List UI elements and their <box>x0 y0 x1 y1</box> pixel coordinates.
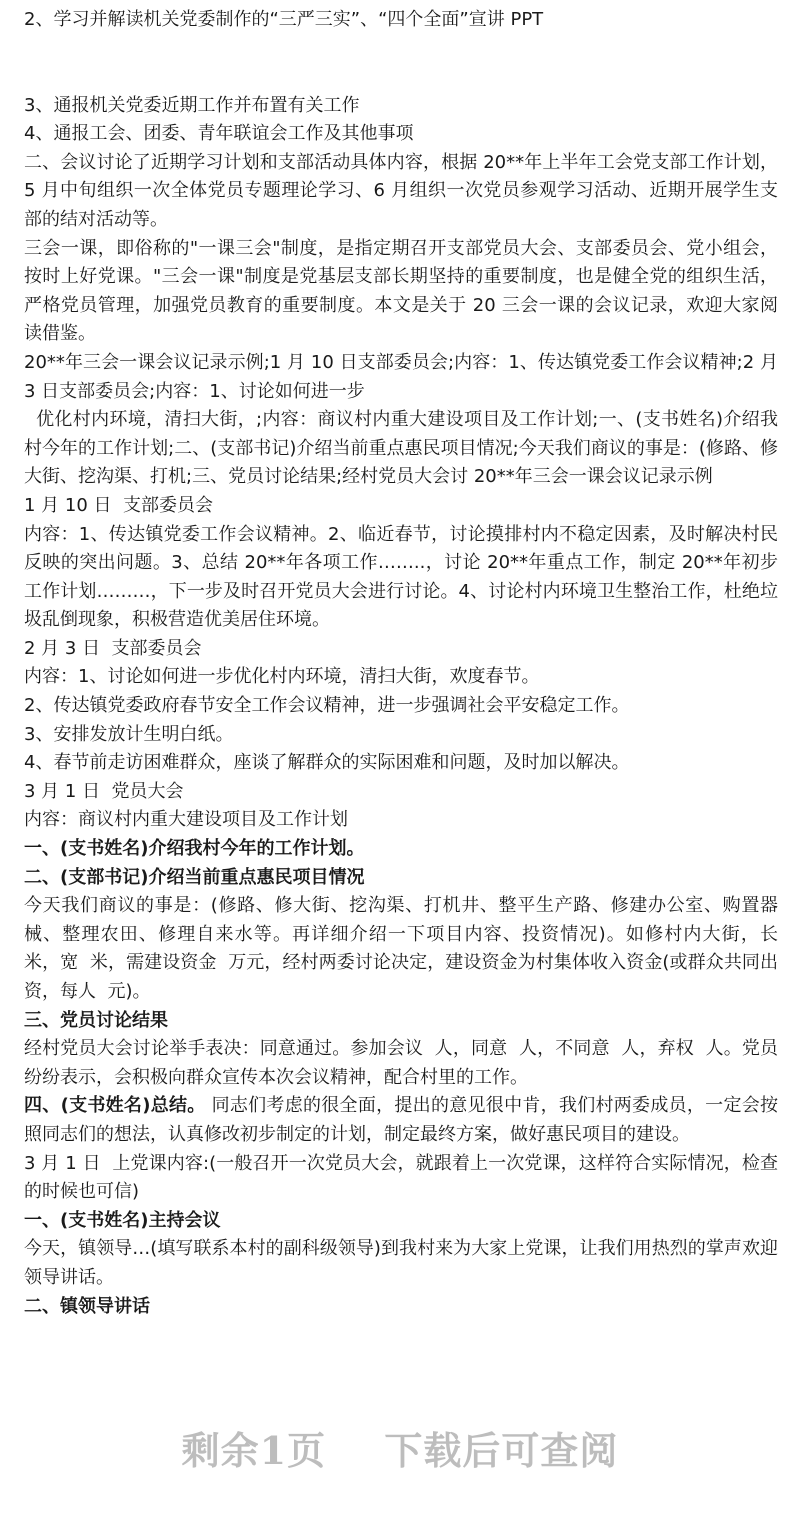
paragraph: 内容：商议村内重大建设项目及工作计划 <box>24 809 348 831</box>
paragraph: 今天我们商议的事是：(修路、修大街、挖沟渠、打机井、整平生产路、修建办公室、购置器械、整理农田、修理自来水等。再详细介绍一下项目内容、投资情况)。如修村内大街，长 米，宽 米，需建设资金 万元，经村两委讨论决定，建设资金为村集体收入资金(或群众共同出资，每人 元)。 <box>24 895 790 1002</box>
section-date: 2 月 3 日 支部委员会 <box>24 637 202 659</box>
bold-heading: 二、(支部书记)介绍当前重点惠民项目情况 <box>24 866 365 888</box>
bold-heading: 二、镇领导讲话 <box>24 1295 150 1317</box>
paragraph: 今天，镇领导…(填写联系本村的副科级领导)到我村来为大家上党课，让我们用热烈的掌声欢迎领导讲话。 <box>24 1238 778 1288</box>
paragraph: 3、通报机关党委近期工作并布置有关工作 <box>24 94 360 116</box>
section-date: 1 月 10 日 支部委员会 <box>24 494 213 516</box>
bold-heading: 一、(支书姓名)介绍我村今年的工作计划。 <box>24 838 365 860</box>
paragraph: 经村党员大会讨论举手表决：同意通过。参加会议 人，同意 人，不同意 人，弃权 人。党员纷纷表示，会积极向群众宣传本次会议精神，配合村里的工作。 <box>24 1038 778 1088</box>
section-date: 3 月 1 日 党员大会 <box>24 780 184 802</box>
paragraph: 内容：1、讨论如何进一步优化村内环境，清扫大街，欢度春节。 <box>24 666 540 688</box>
download-prompt[interactable] <box>0 1420 800 1475</box>
paragraph: 4、春节前走访困难群众，座谈了解群众的实际困难和问题，及时加以解决。 <box>24 752 630 774</box>
paragraph: 3、安排发放计生明白纸。 <box>24 723 234 745</box>
download-to-view-label[interactable]: 下载后可查阅 <box>384 1428 619 1473</box>
paragraph-text: 同志们考虑的很全面，提出的意见很中肯，我们村两委成员，一定会按照同志们的想法，认真修改初步制定的计划，制定最终方案，做好惠民项目的建设。 <box>24 1095 779 1145</box>
paragraph: 3 月 1 日 上党课内容:(一般召开一次党员大会，就跟着上一次党课，这样符合实际情况，检查的时候也可信) <box>24 1152 778 1203</box>
paragraph: 三会一课，即俗称的"一课三会"制度，是指定期召开支部党员大会、支部委员会、党小组会，按时上好党课。"三会一课"制度是党基层支部长期坚持的重要制度，也是健全党的组织生活，严格党员管理，加强党员教育的重要制度。本文是关于 20 三会一课的会议记录，欢迎大家阅读借鉴。 <box>24 237 778 345</box>
remaining-pages-label: 剩余1页 <box>181 1428 327 1473</box>
paragraph: 2、传达镇党委政府春节安全工作会议精神，进一步强调社会平安稳定工作。 <box>24 695 630 717</box>
paragraph: 二、会议讨论了近期学习计划和支部活动具体内容，根据 20**年上半年工会党支部工作计划，5 月中旬组织一次全体党员专题理论学习、6 月组织一次党员参观学习活动、近期开展学生支部的结对活动等。 <box>24 151 778 230</box>
blank-space <box>24 35 778 92</box>
paragraph: 优化村内环境，清扫大街，;内容：商议村内重大建设项目及工作计划;一、(支书姓名)介绍我村今年的工作计划;二、(支部书记)介绍当前重点惠民项目情况;今天我们商议的事是：(修路、修大街、挖沟渠、打机;三、党员讨论结果;经村党员大会讨 20**年三会一课会议记录示例 <box>24 409 779 488</box>
paragraph: 4、通报工会、团委、青年联谊会工作及其他事项 <box>24 123 414 145</box>
paragraph: 20**年三会一课会议记录示例;1 月 10 日支部委员会;内容：1、传达镇党委工作会议精神;2 月 3 日支部委员会;内容：1、讨论如何进一步 <box>24 351 778 402</box>
paragraph: 内容：1、传达镇党委工作会议精神。2、临近春节，讨论摸排村内不稳定因素，及时解决村民反映的突出问题。3、总结 20**年各项工作……..，讨论 20**年重点工作，制定 20**年初步工作计划………，下一步及时召开党员大会进行讨论。4、讨论村内环境卫生整治工作，杜绝垃圾乱倒现象，积极营造优美居住环境。 <box>24 523 778 631</box>
paragraph: 2、学习并解读机关党委制作的“三严三实”、“四个全面”宣讲 PPT <box>24 9 544 30</box>
bold-heading: 一、(支书姓名)主持会议 <box>24 1209 221 1231</box>
paragraph <box>24 1092 778 1149</box>
bold-heading: 四、(支书姓名)总结。 <box>24 1095 206 1117</box>
bold-heading: 三、党员讨论结果 <box>24 1009 168 1031</box>
document-body <box>24 6 790 1321</box>
